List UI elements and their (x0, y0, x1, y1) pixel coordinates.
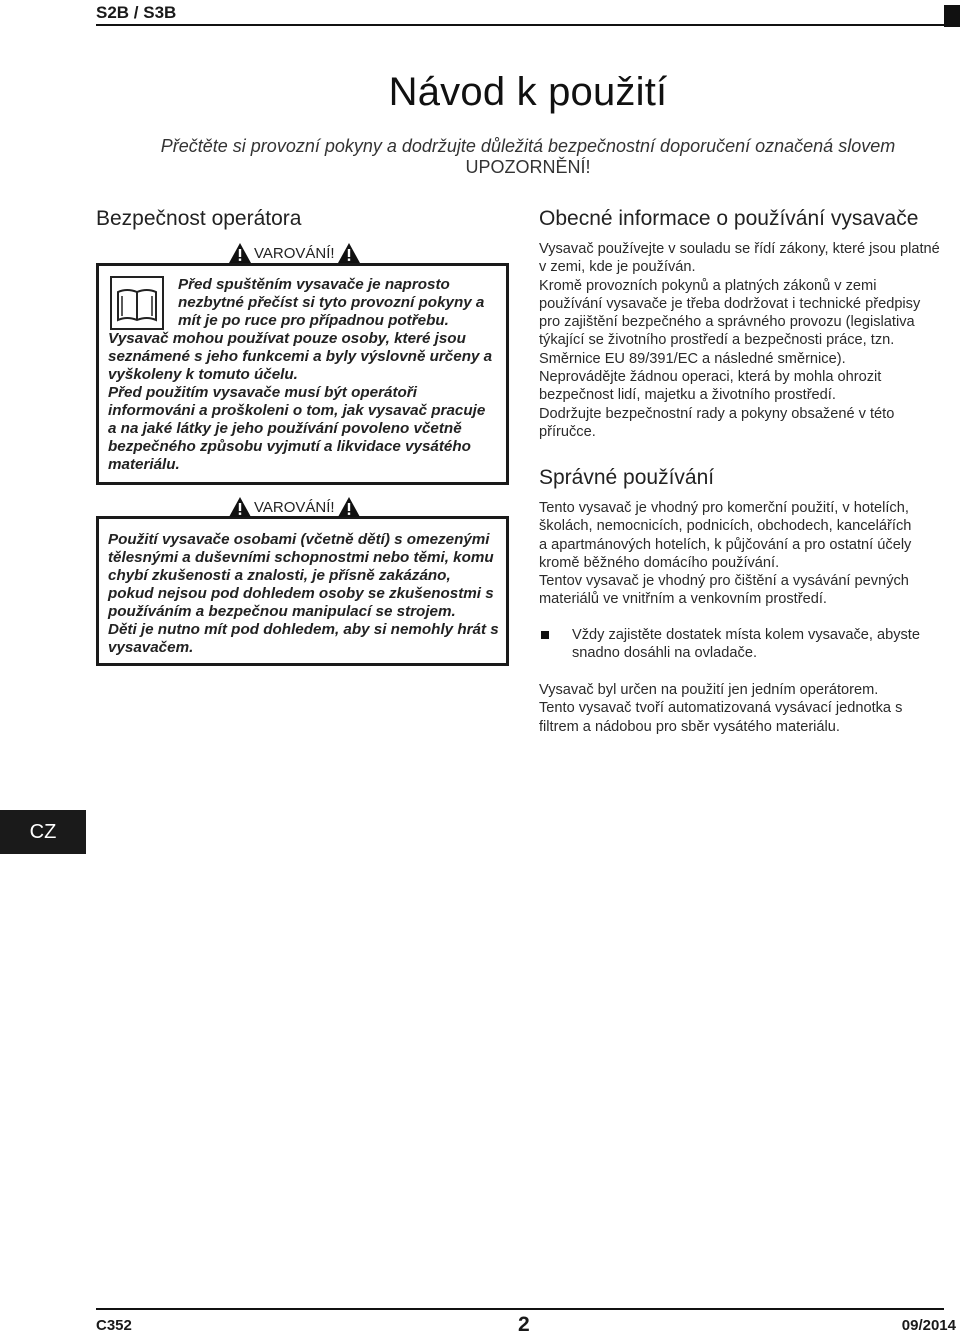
warning-2-label: VAROVÁNÍ! (254, 498, 335, 516)
bullet-item: Vždy zajistěte dostatek místa kolem vysavače, abyste snadno dosáhli na ovladače. (572, 627, 920, 662)
subtitle-text: Přečtěte si provozní pokyny a dodržujte důležitá bezpečnostní doporučení označená slovem (160, 136, 896, 156)
warning-triangle-icon (337, 496, 361, 518)
warning-triangle-icon (337, 242, 361, 264)
bullet-square-icon (541, 631, 549, 639)
warning-1-body: Vysavač mohou používat pouze osoby, které jsou seznámené s jeho funkcemi a byly výslovně určeny a vyškoleny k tomuto účelu. Před použitím vysavače musí být operátoři informováni a proškoleni o tom, jak vysavač pracuje a na jaké látky je jeho používání povoleno včetně bezpečného způsobu vyjmutí a likvidace vysátého materiálu. (108, 330, 493, 473)
footer-document-code: C352 (96, 1317, 132, 1334)
warning-triangle-icon (228, 496, 252, 518)
page-title: Návod k použití (388, 70, 668, 114)
warning-1-header (228, 242, 361, 264)
general-info-heading: Obecné informace o používání vysavače (539, 207, 919, 230)
warning-1-intro: Před spuštěním vysavače je naprosto nezbytné přečíst si tyto provozní pokyny a mít je po ruce pro případnou potřebu. (178, 276, 485, 329)
footer-date: 09/2014 (901, 1317, 956, 1334)
warning-triangle-icon (228, 242, 252, 264)
page-number: 2 (518, 1313, 530, 1336)
warning-2-header (228, 496, 361, 518)
footer-rule (96, 1308, 944, 1310)
document-model-code: S2B / S3B (96, 3, 177, 22)
subtitle-keyword: UPOZORNĚNÍ! (465, 157, 591, 177)
header-rule (96, 24, 944, 26)
warning-1-label: VAROVÁNÍ! (254, 244, 335, 262)
general-info-text: Vysavač používejte v souladu se řídí zákony, které jsou platné v zemi, kde je používán. Kromě provozních pokynů a platných zákonů v zemi používání vysavače je třeba dodržovat i technické předpisy pro zajištění bezpečného a správného provozu (legislativa týkající se životního prostředí a bezpečnosti práce, tzn. Směrnice EU 89/391/EC a následné směrnice). Neprovádějte žádnou operaci, která by mohla ohrozit bezpečnost lidí, majetku a životního prostředí. Dodržujte bezpečnostní rady a pokyny obsažené v této příručce. (539, 241, 940, 440)
proper-use-text: Tento vysavač je vhodný pro komerční použití, v hotelích, školách, nemocnicích, podnicích, obchodech, kancelářích a apartmánových hotelích, k půjčování a pro ostatní účely kromě běžného domácího používání. Tentov vysavač je vhodný pro čištění a vysávání pevných materiálů ve vnitřním a venkovním prostředí. (539, 500, 912, 608)
proper-use-heading: Správné používání (539, 466, 715, 489)
operator-note-text: Vysavač byl určen na použití jen jedním operátorem. Tento vysavač tvoří automatizovaná vysávací jednotka s filtrem a nádobou pro sběr vysátého materiálu. (539, 682, 903, 735)
manual-book-icon (110, 276, 164, 330)
page-subtitle (96, 136, 960, 178)
language-tab: CZ (0, 810, 86, 854)
operator-safety-heading: Bezpečnost operátora (96, 207, 302, 230)
header-edge-marker (944, 5, 960, 27)
warning-2-body: Použití vysavače osobami (včetně dětí) s omezenými tělesnými a duševními schopnostmi nebo těmi, komu chybí zkušenosti a znalosti, je přísně zakázáno, pokud nejsou pod dohledem osoby se zkušenostmi s používáním a bezpečnou manipulací se strojem. Děti je nutno mít pod dohledem, aby si nemohly hrát s vysavačem. (108, 531, 499, 656)
